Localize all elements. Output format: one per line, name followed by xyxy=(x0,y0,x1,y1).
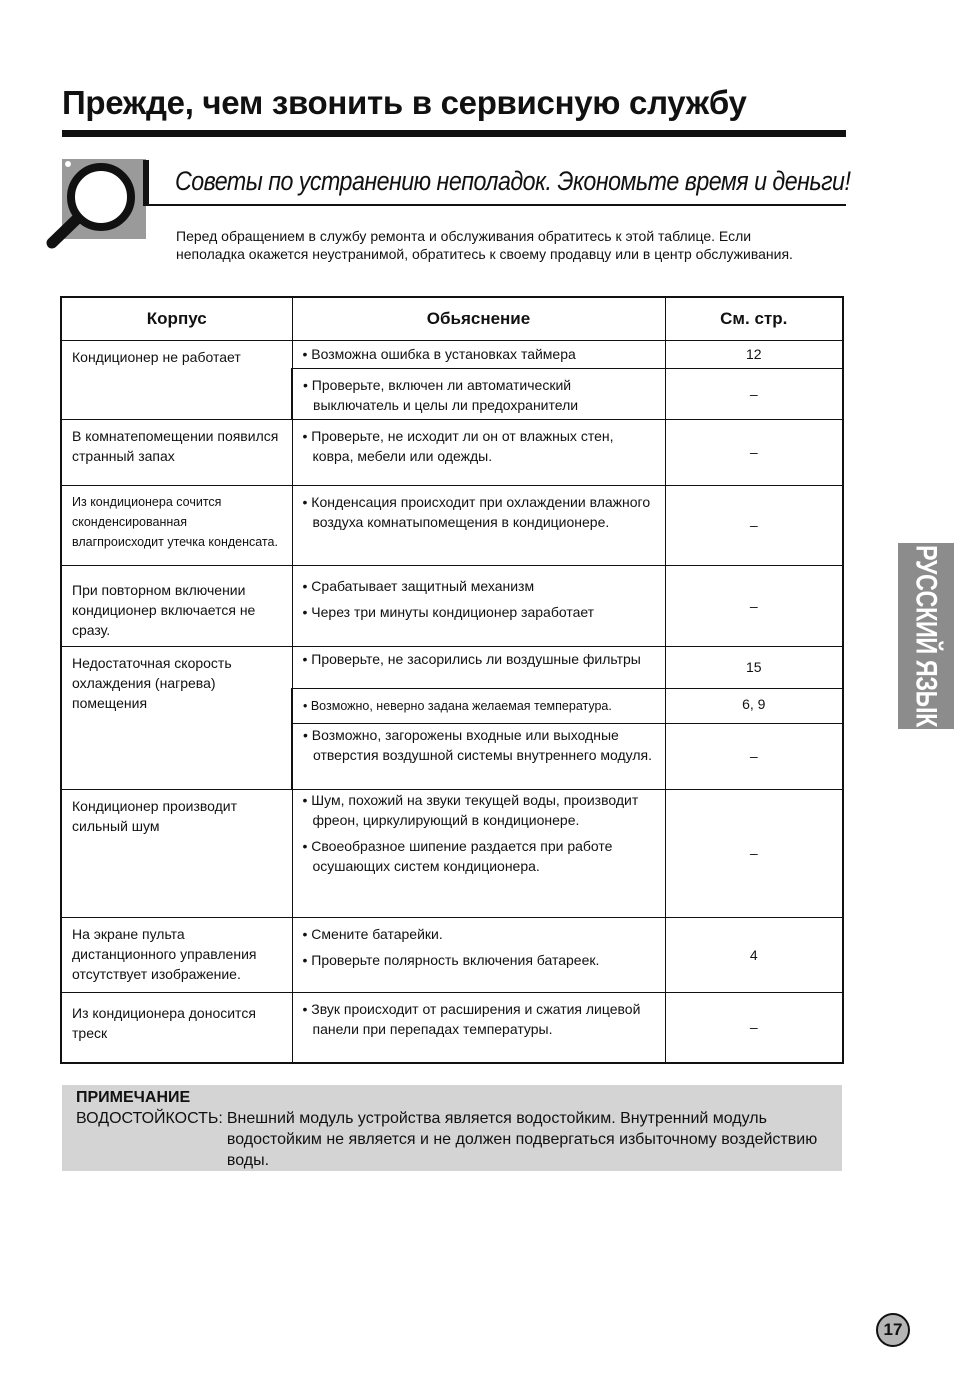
page-ref: 4 xyxy=(665,917,843,992)
subtitle-marker xyxy=(143,160,149,206)
explanation-bullet: • Звук происходит от расширения и сжатия лицевой панели при перепадах температуры. xyxy=(302,1000,641,1037)
note-text: Внешний модуль устройства является водостойким. Внутренний модуль водостойким не является и не должен подвергаться избыточному воздействию воды. xyxy=(226,1110,818,1169)
explanation-cell xyxy=(292,419,665,485)
explanation-cell xyxy=(292,340,665,368)
table-row xyxy=(61,419,843,485)
case-text: Кондиционер не работает xyxy=(72,348,241,365)
table-row xyxy=(61,992,843,1063)
case-text: Из кондиционера доносится треск xyxy=(72,1004,256,1041)
case-cell xyxy=(61,917,292,992)
explanation-bullet: • Конденсация происходит при охлаждении влажного воздуха комнатыпомещения в кондиционере. xyxy=(302,493,651,530)
page-ref: 6, 9 xyxy=(665,688,843,723)
explanation-cell xyxy=(292,688,665,723)
intro-line: Перед обращением в службу ремонта и обслуживания обратитесь к этой таблице. Если xyxy=(176,228,752,244)
page-ref: – xyxy=(665,565,843,646)
explanation-bullet: • Срабатывает защитный механизм xyxy=(302,577,535,594)
page-ref: 15 xyxy=(665,646,843,688)
explanation-bullet: • Проверьте, не засорились ли воздушные фильтры xyxy=(302,650,641,667)
explanation-cell xyxy=(292,368,665,419)
page-ref: 12 xyxy=(665,340,843,368)
magnifier-icon xyxy=(46,159,150,249)
table-row xyxy=(61,565,843,646)
explanation-bullet: • Проверьте полярность включения батареек. xyxy=(302,951,600,968)
explanation-cell xyxy=(292,917,665,992)
case-text: В комнатепомещении появился странный запах xyxy=(72,427,279,464)
explanation-bullet: • Возможно, неверно задана желаемая температура. xyxy=(303,698,612,713)
note-label: ВОДОСТОЙКОСТЬ: xyxy=(76,1110,223,1127)
explanation-cell xyxy=(292,646,665,688)
explanation-bullet: • Шум, похожий на звуки текущей воды, производит фреон, циркулирующий в кондиционере. xyxy=(302,791,639,828)
page-ref: – xyxy=(665,419,843,485)
language-tab xyxy=(898,543,954,729)
case-cell xyxy=(61,565,292,646)
intro-text xyxy=(176,227,846,263)
table-row xyxy=(61,789,843,917)
troubleshooting-table xyxy=(60,296,844,1064)
case-text: влагпроисходит утечка конденсата. xyxy=(72,534,278,549)
col-header-page: См. стр. xyxy=(665,297,843,340)
language-tab-label-wrap xyxy=(909,519,943,752)
note-heading: ПРИМЕЧАНИЕ xyxy=(76,1089,191,1106)
case-text: Кондиционер производит сильный шум xyxy=(72,797,238,834)
intro-line: неполадка окажется неустранимой, обратитесь к своему продавцу или в центр обслуживания. xyxy=(176,246,793,262)
language-tab-label: РУССКИЙ ЯЗЫК xyxy=(910,544,944,728)
explanation-cell xyxy=(292,565,665,646)
case-cell xyxy=(61,340,292,419)
title-rule xyxy=(62,130,846,137)
col-header-explanation: Обьяснение xyxy=(292,297,665,340)
explanation-bullet: • Проверьте, не исходит ли он от влажных стен, ковра, мебели или одежды. xyxy=(302,427,614,464)
table-header-row xyxy=(61,297,843,340)
page-ref: – xyxy=(665,723,843,789)
explanation-bullet: • Возможно, загорожены входные или выходные отверстия воздушной системы внутреннего модуля. xyxy=(303,726,653,763)
case-cell xyxy=(61,646,292,789)
explanation-cell xyxy=(292,992,665,1063)
case-text: Из кондиционера сочится xyxy=(72,494,222,509)
case-cell xyxy=(61,485,292,565)
explanation-bullet: • Через три минуты кондиционер заработает xyxy=(302,603,595,620)
case-text: При повторном включении кондиционер включается не сразу. xyxy=(72,581,256,638)
case-cell xyxy=(61,419,292,485)
col-header-case: Корпус xyxy=(61,297,292,340)
page-ref: – xyxy=(665,789,843,917)
page-ref: – xyxy=(665,992,843,1063)
explanation-cell xyxy=(292,485,665,565)
table-row xyxy=(61,340,843,368)
table-row xyxy=(61,485,843,565)
case-cell xyxy=(61,992,292,1063)
page-number: 17 xyxy=(876,1313,910,1347)
section-subtitle: Советы по устранению неполадок. Экономьте время и деньги! xyxy=(175,166,851,196)
case-text: сконденсированная xyxy=(72,514,187,529)
explanation-cell xyxy=(292,723,665,789)
page-title: Прежде, чем звонить в сервисную службу xyxy=(62,84,747,121)
explanation-bullet: • Своеобразное шипение раздается при работе осушающих систем кондиционера. xyxy=(302,837,613,874)
explanation-cell xyxy=(292,789,665,917)
table-row xyxy=(61,917,843,992)
explanation-bullet: • Проверьте, включен ли автоматический выключатель и целы ли предохранители xyxy=(303,376,579,413)
explanation-bullet: • Смените батарейки. xyxy=(302,925,443,942)
explanation-bullet: • Возможна ошибка в установках таймера xyxy=(302,346,576,362)
note-box xyxy=(62,1085,842,1171)
page-ref: – xyxy=(665,368,843,419)
case-text: На экране пульта дистанционного управления отсутствует изображение. xyxy=(72,925,257,982)
case-text: Недостаточная скорость охлаждения (нагрева) помещения xyxy=(72,654,232,711)
page-ref: – xyxy=(665,485,843,565)
table-row xyxy=(61,646,843,688)
case-cell xyxy=(61,789,292,917)
subtitle-rule xyxy=(149,204,846,206)
